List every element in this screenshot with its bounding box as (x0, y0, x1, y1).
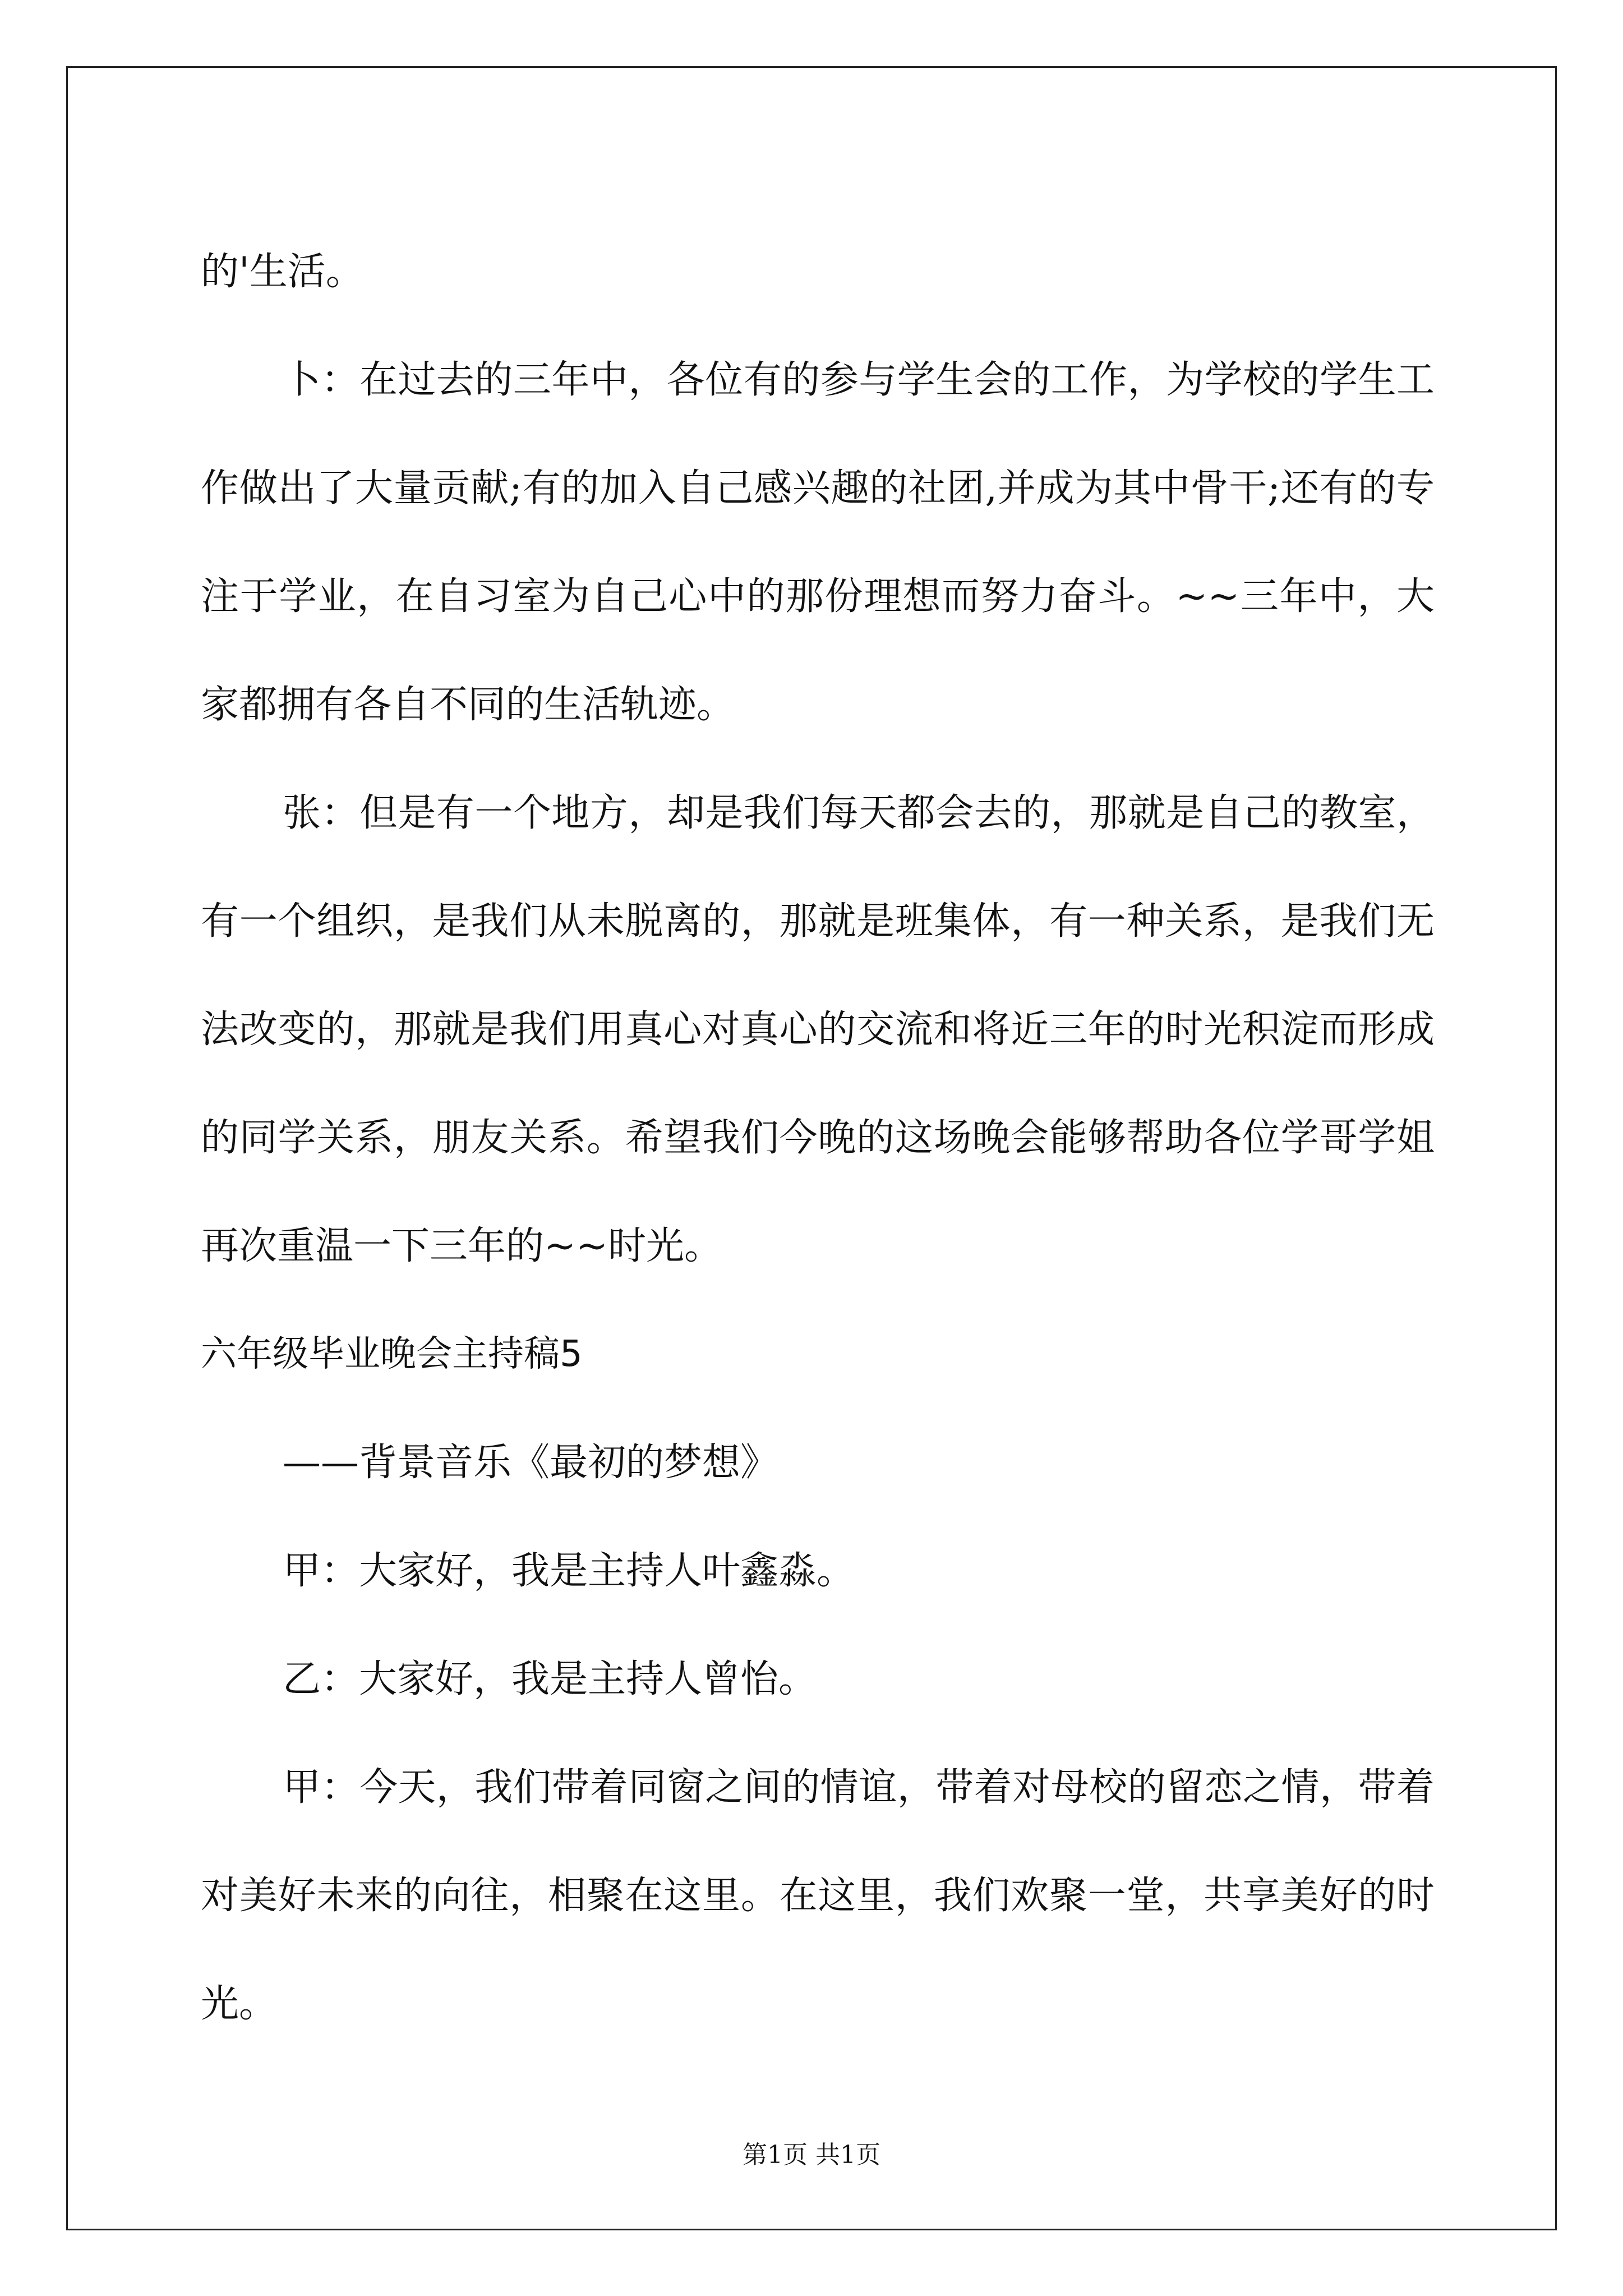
paragraph-6: 乙：大家好，我是主持人曾怡。 (283, 1657, 817, 1701)
paragraph-7: 甲：今天，我们带着同窗之间的情谊，带着对母校的留恋之情，带着对美好未来的向往，相聚在这里。在这里，我们欢聚一堂，共享美好的时光。 (201, 1765, 1435, 2026)
paragraph-4: ——背景音乐《最初的梦想》 (283, 1441, 779, 1485)
paragraph-3: 张：但是有一个地方，却是我们每天都会去的，那就是自己的教室，有一个组织，是我们从未脱离的，那就是班集体，有一种关系，是我们无法改变的，那就是我们用真心对真心的交流和将近三年的时光积淀而形成的同学关系，朋友关系。希望我们今晚的这场晚会能够帮助各位学哥学姐再次重温一下三年的~~时光。 (201, 791, 1435, 1268)
paragraph-1: 的'生活。 (201, 250, 364, 294)
document-body (201, 218, 1435, 2058)
section-heading: 六年级毕业晚会主持稿5 (201, 1333, 583, 1375)
paragraph-5: 甲：大家好，我是主持人叶鑫淼。 (283, 1549, 855, 1593)
page-footer: 第1页 共1页 (743, 2141, 880, 2169)
paragraph-2: 卜：在过去的三年中，各位有的参与学生会的工作，为学校的学生工作做出了大量贡献;有的加入自己感兴趣的社团,并成为其中骨干;还有的专注于学业，在自习室为自己心中的那份理想而努力奋斗。~~三年中，大家都拥有各自不同的生活轨迹。 (201, 358, 1435, 727)
